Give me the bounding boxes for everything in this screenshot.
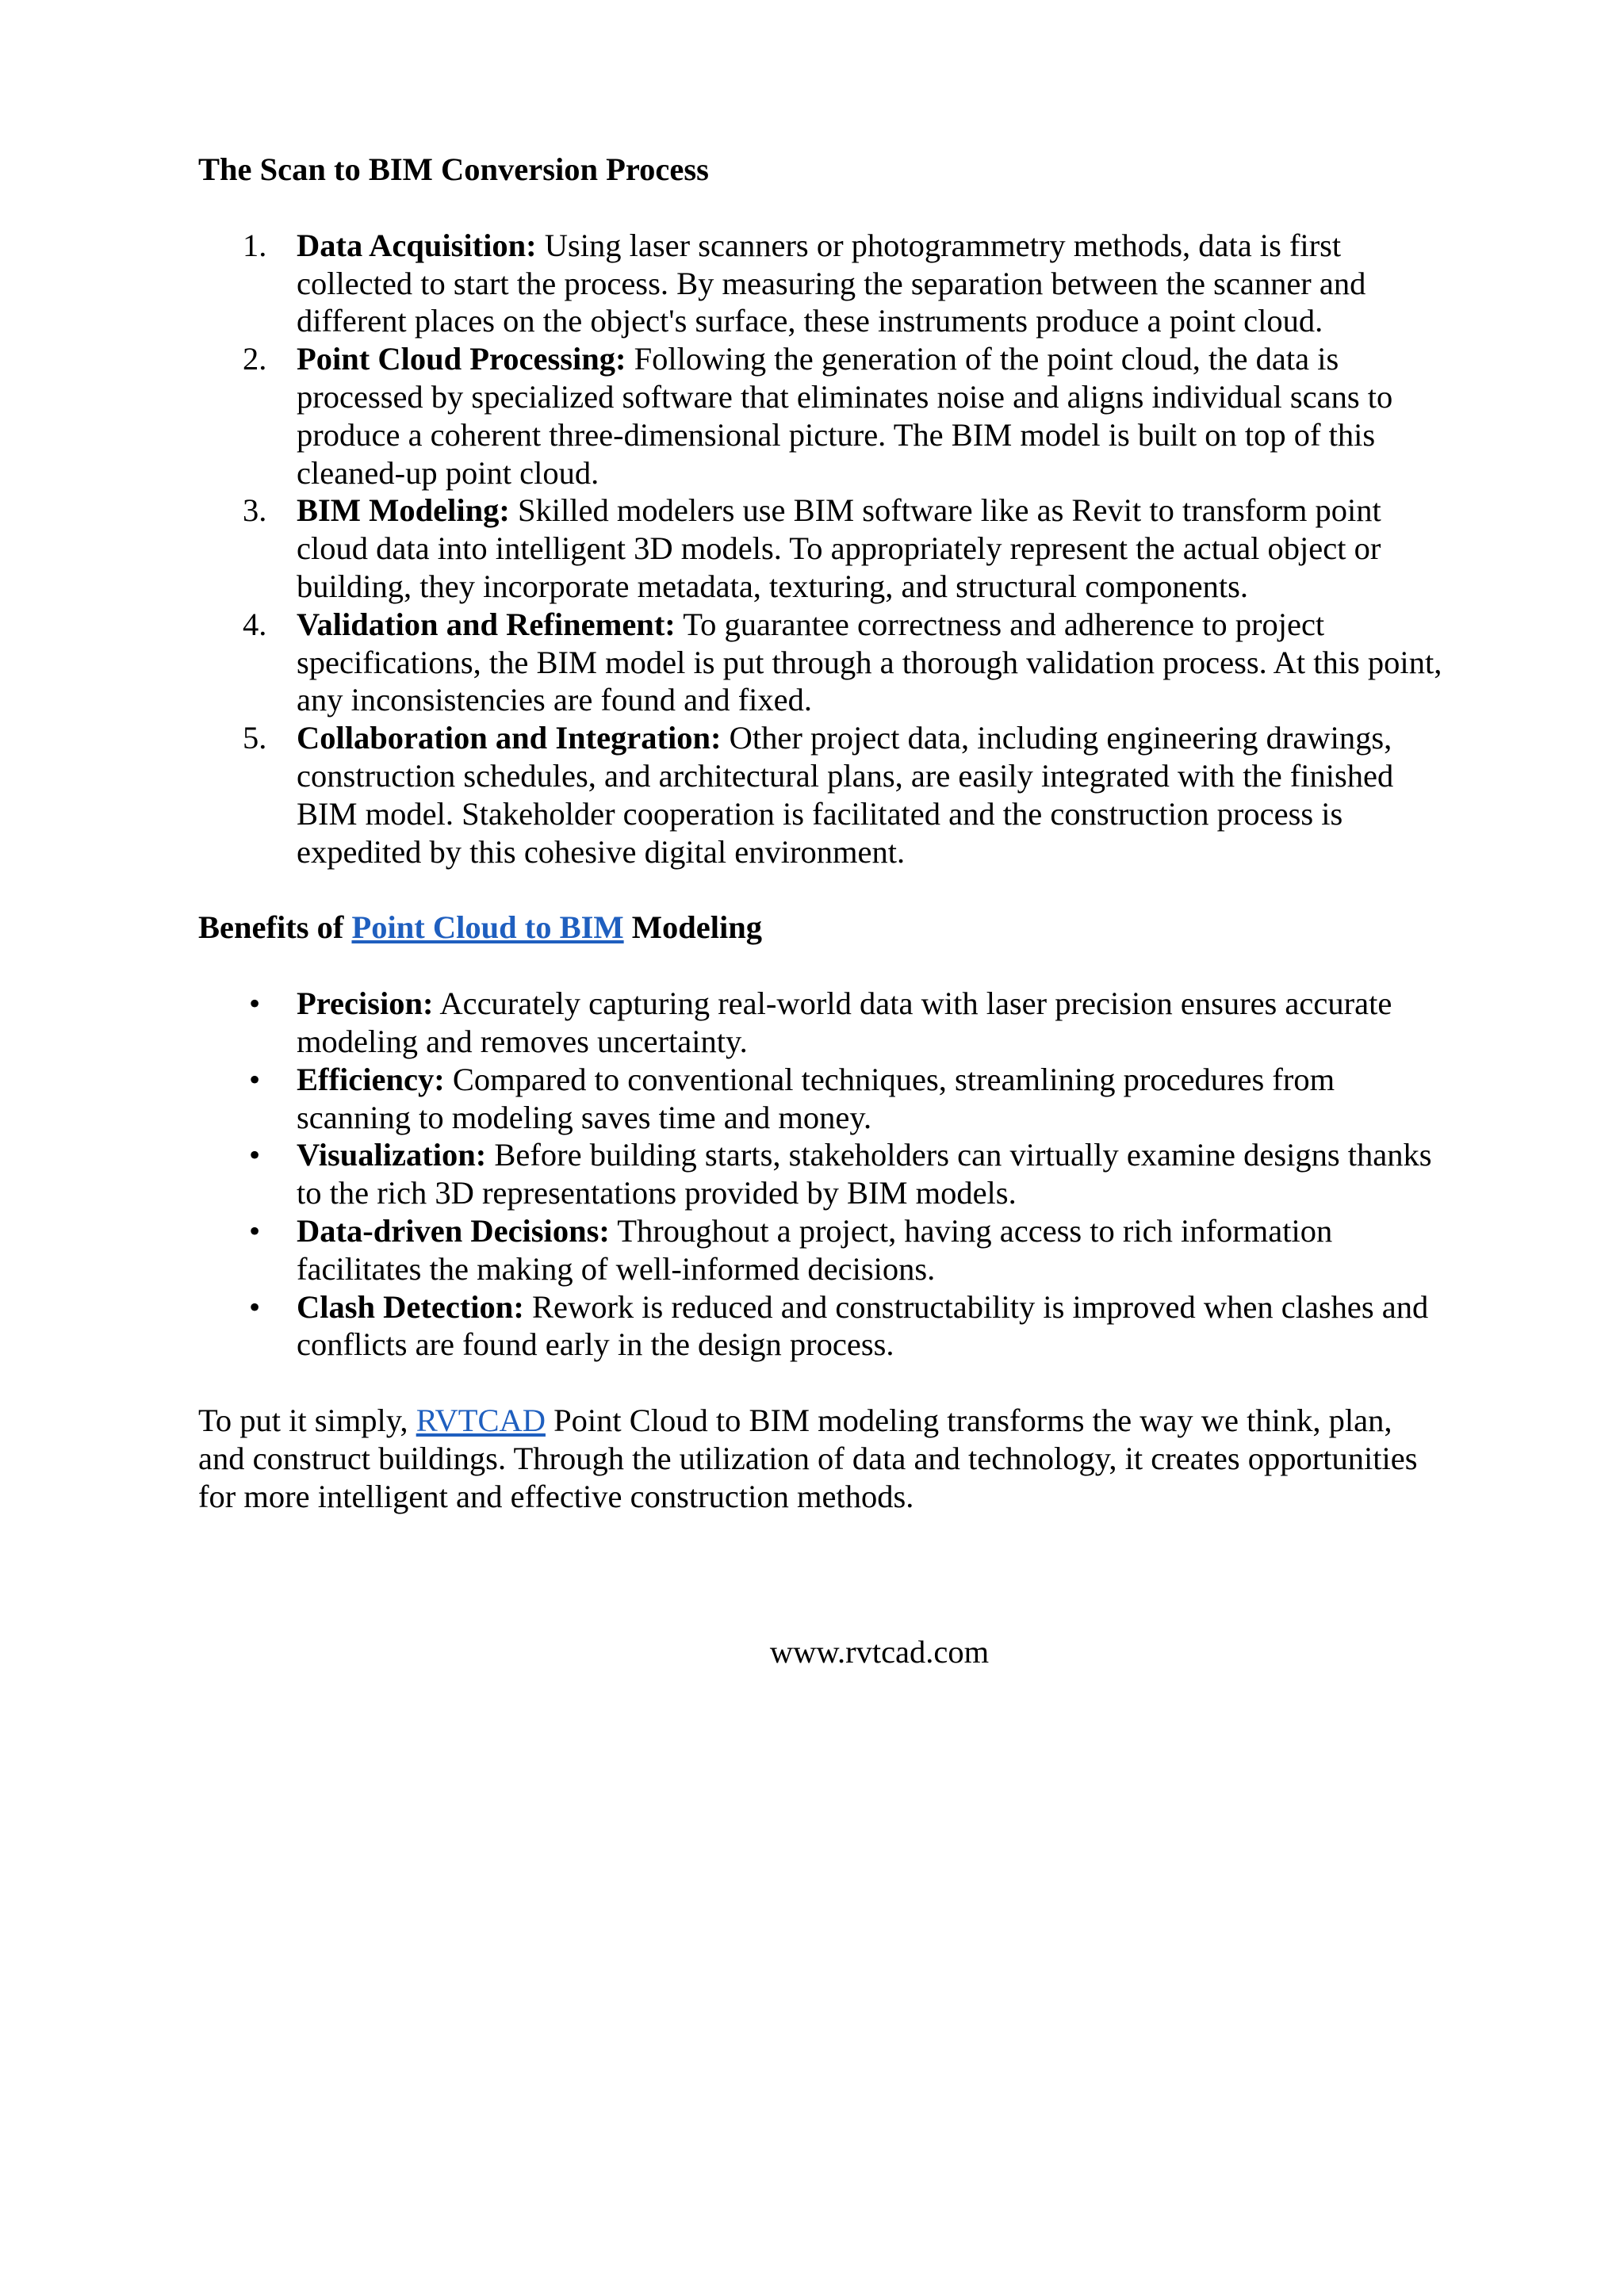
rvtcad-link[interactable]: RVTCAD: [416, 1402, 546, 1439]
process-step: [198, 606, 1443, 719]
benefit-title: Clash Detection:: [297, 1288, 524, 1325]
step-title: Validation and Refinement:: [297, 606, 676, 642]
step-text: Following the generation of the point cloud, the data is processed by specialized software that eliminates noise and aligns individual scans to produce a coherent three-dimensional picture. The BIM model is built on top of this cleaned-up point cloud.: [297, 341, 1393, 491]
step-text: To guarantee correctness and adherence to project specifications, the BIM model is put through a thorough validation process. At this point, any inconsistencies are found and fixed.: [297, 606, 1442, 718]
benefit-title: Visualization:: [297, 1137, 487, 1173]
process-step: [198, 492, 1443, 605]
point-cloud-to-bim-link[interactable]: Point Cloud to BIM: [351, 909, 624, 946]
step-number: 1.: [243, 227, 267, 263]
step-number: 2.: [243, 341, 267, 377]
step-title: Collaboration and Integration:: [297, 720, 722, 756]
benefits-heading-prefix: Benefits of: [198, 909, 352, 946]
conclusion-suffix: Point Cloud to BIM modeling transforms the way we think, plan, and construct buildings. Through the utilization of data and technology, it creates opportunities for more intelligent and effective construction methods.: [198, 1402, 1418, 1514]
process-step: [198, 340, 1443, 492]
step-title: Point Cloud Processing:: [297, 341, 626, 377]
benefit-title: Efficiency:: [297, 1061, 445, 1097]
document-body: [198, 151, 1443, 1516]
conclusion-prefix: To put it simply,: [198, 1402, 416, 1439]
bullet-icon: •: [249, 1288, 261, 1325]
benefit-text: Compared to conventional techniques, streamlining procedures from scanning to modeling saves time and money.: [297, 1061, 1335, 1135]
benefit-item: [198, 1136, 1443, 1212]
process-step: [198, 719, 1443, 871]
conclusion-paragraph: [198, 1402, 1443, 1515]
benefit-item: [198, 1288, 1443, 1364]
bullet-icon: •: [249, 1212, 261, 1249]
step-text: Skilled modelers use BIM software like as Revit to transform point cloud data into intelligent 3D models. To appropriately represent the actual object or building, they incorporate metadata, texturing, and structural components.: [297, 492, 1381, 604]
step-title: Data Acquisition:: [297, 227, 537, 263]
footer-website: www.rvtcad.com: [769, 1634, 990, 1670]
step-text: Using laser scanners or photogrammetry methods, data is first collected to start the process. By measuring the separation between the scanner and different places on the object's surface, these instruments produce a point cloud.: [297, 227, 1366, 339]
benefit-item: [198, 1061, 1443, 1137]
step-text: Other project data, including engineering drawings, construction schedules, and architectural plans, are easily integrated with the finished BIM model. Stakeholder cooperation is facilitated and the construction process is expedited by this cohesive digital environment.: [297, 720, 1394, 870]
benefit-item: [198, 1212, 1443, 1288]
process-heading: The Scan to BIM Conversion Process: [198, 151, 709, 187]
benefit-text: Rework is reduced and constructability is improved when clashes and conflicts are found early in the design process.: [297, 1288, 1429, 1363]
benefit-title: Precision:: [297, 985, 434, 1022]
bullet-icon: •: [249, 1137, 261, 1173]
step-number: 5.: [243, 720, 267, 756]
process-step: [198, 227, 1443, 340]
benefits-heading: [198, 909, 1443, 947]
bullet-icon: •: [249, 1061, 261, 1097]
benefits-list: [198, 985, 1443, 1364]
benefit-item: [198, 985, 1443, 1061]
step-number: 3.: [243, 492, 267, 529]
benefit-text: Throughout a project, having access to rich information facilitates the making of well-informed decisions.: [297, 1212, 1333, 1287]
benefits-heading-suffix: Modeling: [623, 909, 763, 946]
benefit-title: Data-driven Decisions:: [297, 1212, 610, 1249]
benefit-text: Before building starts, stakeholders can virtually examine designs thanks to the rich 3D representations provided by BIM models.: [297, 1137, 1432, 1211]
benefit-text: Accurately capturing real-world data with laser precision ensures accurate modeling and removes uncertainty.: [297, 985, 1392, 1059]
step-title: BIM Modeling:: [297, 492, 510, 529]
process-steps-list: [198, 227, 1443, 871]
step-number: 4.: [243, 606, 267, 642]
bullet-icon: •: [249, 985, 261, 1022]
